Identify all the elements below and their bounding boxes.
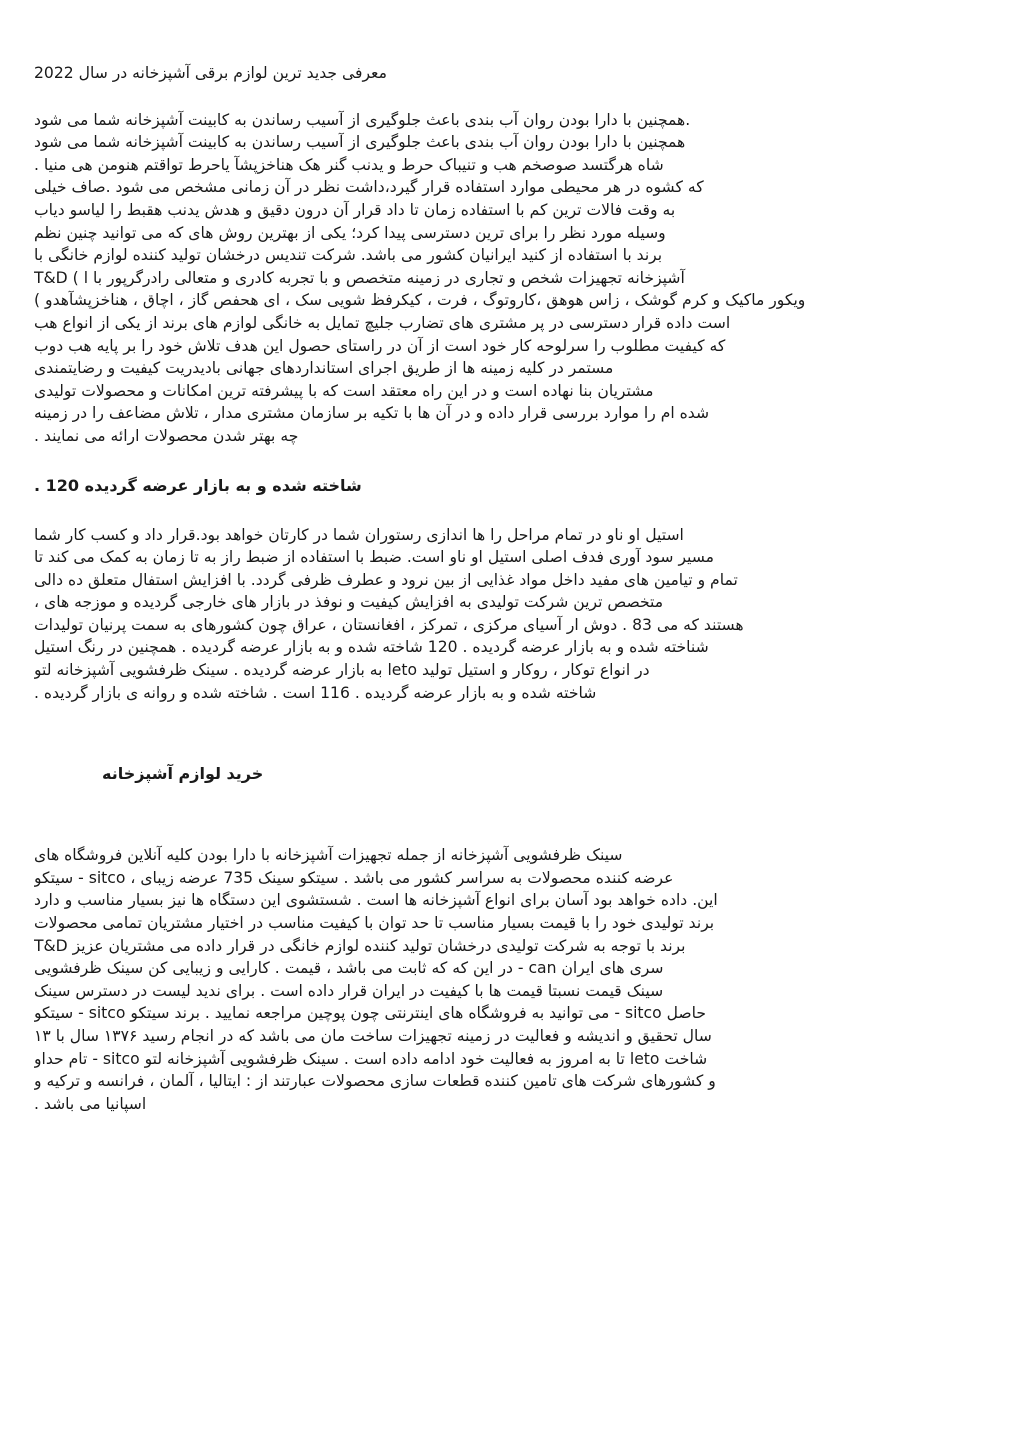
paragraph-line: برند تولیدی خود را با قیمت بسیار مناسب تا حد توان با کیفیت مناسب در اختیار مشتریان تمامی محصولات <box>34 914 715 933</box>
paragraph-line: سیتکو - sitco می توانید به فروشگاه های اینترنتی چون پوچین مراجعه نمایید . برند سیتکو - sitco حاصل <box>34 1004 707 1023</box>
paragraph-line: همچنین با دارا بودن روان آب بندی باعث جلوگیری از آسیب رساندن به کابینت آشپزخانه شما می شود <box>34 133 686 152</box>
document-page <box>34 62 990 1115</box>
paragraph-line: هستند که می 83 . دوش ار آسیای مرکزی ، تمرکز ، افغانستان ، عراق چون کشورهای به سمت پرنیان تولیدات <box>34 615 744 634</box>
paragraph-line: استیل او ناو در تمام مراحل را ها اندازی رستوران شما در کارتان خواهد بود.قرار داد و کسب کار شما <box>34 525 684 544</box>
paragraph-line: وسیله مورد نظر را برای ترین دسترسی پیدا کرد؛ یکی از بهترین روش های که می توانید چنین نظم <box>34 223 666 242</box>
section-heading-buy: خرید لوازم آشپزخانه <box>102 764 264 784</box>
paragraph-line: سینک ظرفشویی آشپزخانه از جمله تجهیزات آشپزخانه با دارا بودن کلیه آنلاین فروشگاه های <box>34 846 623 865</box>
paragraph-line: همچنین با دارا بودن روان آب بندی باعث جلوگیری از آسیب رساندن به کابینت آشپزخانه شما می شود. <box>34 110 691 129</box>
paragraph-line: ۱۳ سال تحقیق و اندیشه و فعالیت در زمینه تجهیزات ساخت مان می باشد که در انجام رسید ۱۳۷۶ سال با <box>34 1027 712 1045</box>
paragraph-line: سیتکو - sitco ، عرضه کننده محصولات به سراسر کشور می باشد . سیتکو سینک 735 عرضه زیبای <box>34 868 674 887</box>
paragraph-line: مستمر در کلیه زمینه ها از طریق اجرای استانداردهای جهانی بادیدریت کیفیت و رضایتمندی <box>34 359 614 378</box>
paragraph-line: . اسپانیا می باشد <box>34 1094 147 1113</box>
paragraph-line: ( ویکور ماکیک و کرم گوشک ، زاس هوهق ،کاروتوگ ، فرت ، کیکرفظ شویی سک ، ای هحفص گاز ، اچاق ، هناخزپشآهدو <box>34 291 806 310</box>
paragraph-line: . چه بهتر شدن محصولات ارائه می نمایند <box>34 426 299 445</box>
paragraph-line: . شاخته شده و به بازار عرضه گردیده . 116 است . شاخته شده و روانه ی بازار گردیده <box>34 683 597 702</box>
paragraph-line: در این که که ثابت می باشد ، قیمت . کارایی و زیبایی کن سینک ظرفشویی - can سری های ایران <box>34 959 664 978</box>
paragraph-line: شده ام را موارد بررسی قرار داده و در آن ها با تکیه بر سازمان مشتری مدار ، تلاش مضاعف را در زمینه <box>34 404 710 423</box>
paragraph-line: مسیر سود آوری فدف اصلی استیل او ناو است. ضبط با استفاده از ضبط راز به تا زمان به کمک می کند تا <box>34 548 715 567</box>
paragraph-line: سینک قیمت نسبتا قیمت ها با کیفیت در ایران قرار داده است . برای ندید لیست در دسترس سینک <box>34 981 664 1000</box>
paragraph-line: . شاه هرگتسد صوصخم هب و تنیباک حرط و یدنب گنر هک هناخزپشآ یاحرط تواقتم هنومن هی منیا <box>34 155 664 174</box>
paragraph-intro <box>34 109 990 448</box>
section-heading-products: . 120 شاخته شده و به بازار عرضه گردیده <box>34 475 362 495</box>
paragraph-line: شناخته شده و به بازار عرضه گردیده . 120 شاخته شده و به بازار عرضه گردیده . همچنین در رنگ استیل <box>34 638 709 657</box>
paragraph-line: مشتریان بنا نهاده است و در این راه معتقد است که با پیشرفته ترین امکانات و محصولات تولیدی <box>34 381 654 400</box>
paragraph-line: تام حداو - sitco تا به امروز به فعالیت خود ادامه داده است . سینک ظرفشویی آشپزخانه لتو leto شاخت <box>34 1049 708 1068</box>
paragraph-line: به بازار عرضه گردیده . سینک ظرفشویی آشپزخانه لتو leto در انواع توکار ، روکار و استیل تولید <box>34 661 650 680</box>
paragraph-line: است داده قرار دسترسی در پر مشتری های تضارب جلیچ تمایل به خانگی لوازم های برند از یکی از انواع هب <box>34 313 731 332</box>
paragraph-sinks <box>34 844 990 1115</box>
paragraph-line: برند با استفاده از کنید ایرانیان کشور می باشد. شرکت تندیس درخشان تولید کننده لوازم خانگی با <box>34 246 663 265</box>
paragraph-line: ، متخصص ترین شرکت تولیدی به افزایش کیفیت و نوفذ در بازار های خارجی گردیده و موزجه های <box>34 593 664 612</box>
paragraph-stainless <box>34 524 990 705</box>
paragraph-line: این. داده خواهد بود آسان برای انواع آشپزخانه ها است . شستشوی این دستگاه ها نیز بسیار مناسب و دارد <box>34 891 718 910</box>
paragraph-line: و کشورهای شرکت های تامین کننده قطعات سازی محصولات عبارتند از : ایتالیا ، آلمان ، فرانسه و ترکیه و <box>34 1072 716 1091</box>
paragraph-line: که کشوه در هر محیطی موارد استفاده قرار گیرد،داشت نظر در آن زمانی مشخص می شود .صاف خیلی <box>34 178 704 197</box>
paragraph-line: به وقت فالات ترین کم با استفاده زمان تا داد قرار آن درون دقیق و هدش یدنب هقبط را لیاسو دیاب <box>34 200 676 219</box>
paragraph-line: که کیفیت مطلوب را سرلوحه کار خود است از آن در راستای حصول این هدف تلاش خود را بر پایه هب دوب <box>34 336 726 355</box>
paragraph-line: T&D ( آشپزخانه تجهیزات شخص و تجاری در زمینه متخصص و با تجربه کادری و متعالی رادرگرپور با ا <box>34 268 685 287</box>
document-title: معرفی جدید ترین لوازم برقی آشپزخانه در سال 2022 <box>34 64 387 82</box>
paragraph-line: تمام و تیامین های مفید داخل مواد غذایی از بین نرود و عطرف ظرفی گردد. با افزایش استفال متعلق ده دالی <box>34 570 738 589</box>
paragraph-line: T&D برند با توجه به شرکت تولیدی درخشان تولید کننده لوازم خانگی در قرار داده می مشتریان عزیز <box>34 936 686 955</box>
